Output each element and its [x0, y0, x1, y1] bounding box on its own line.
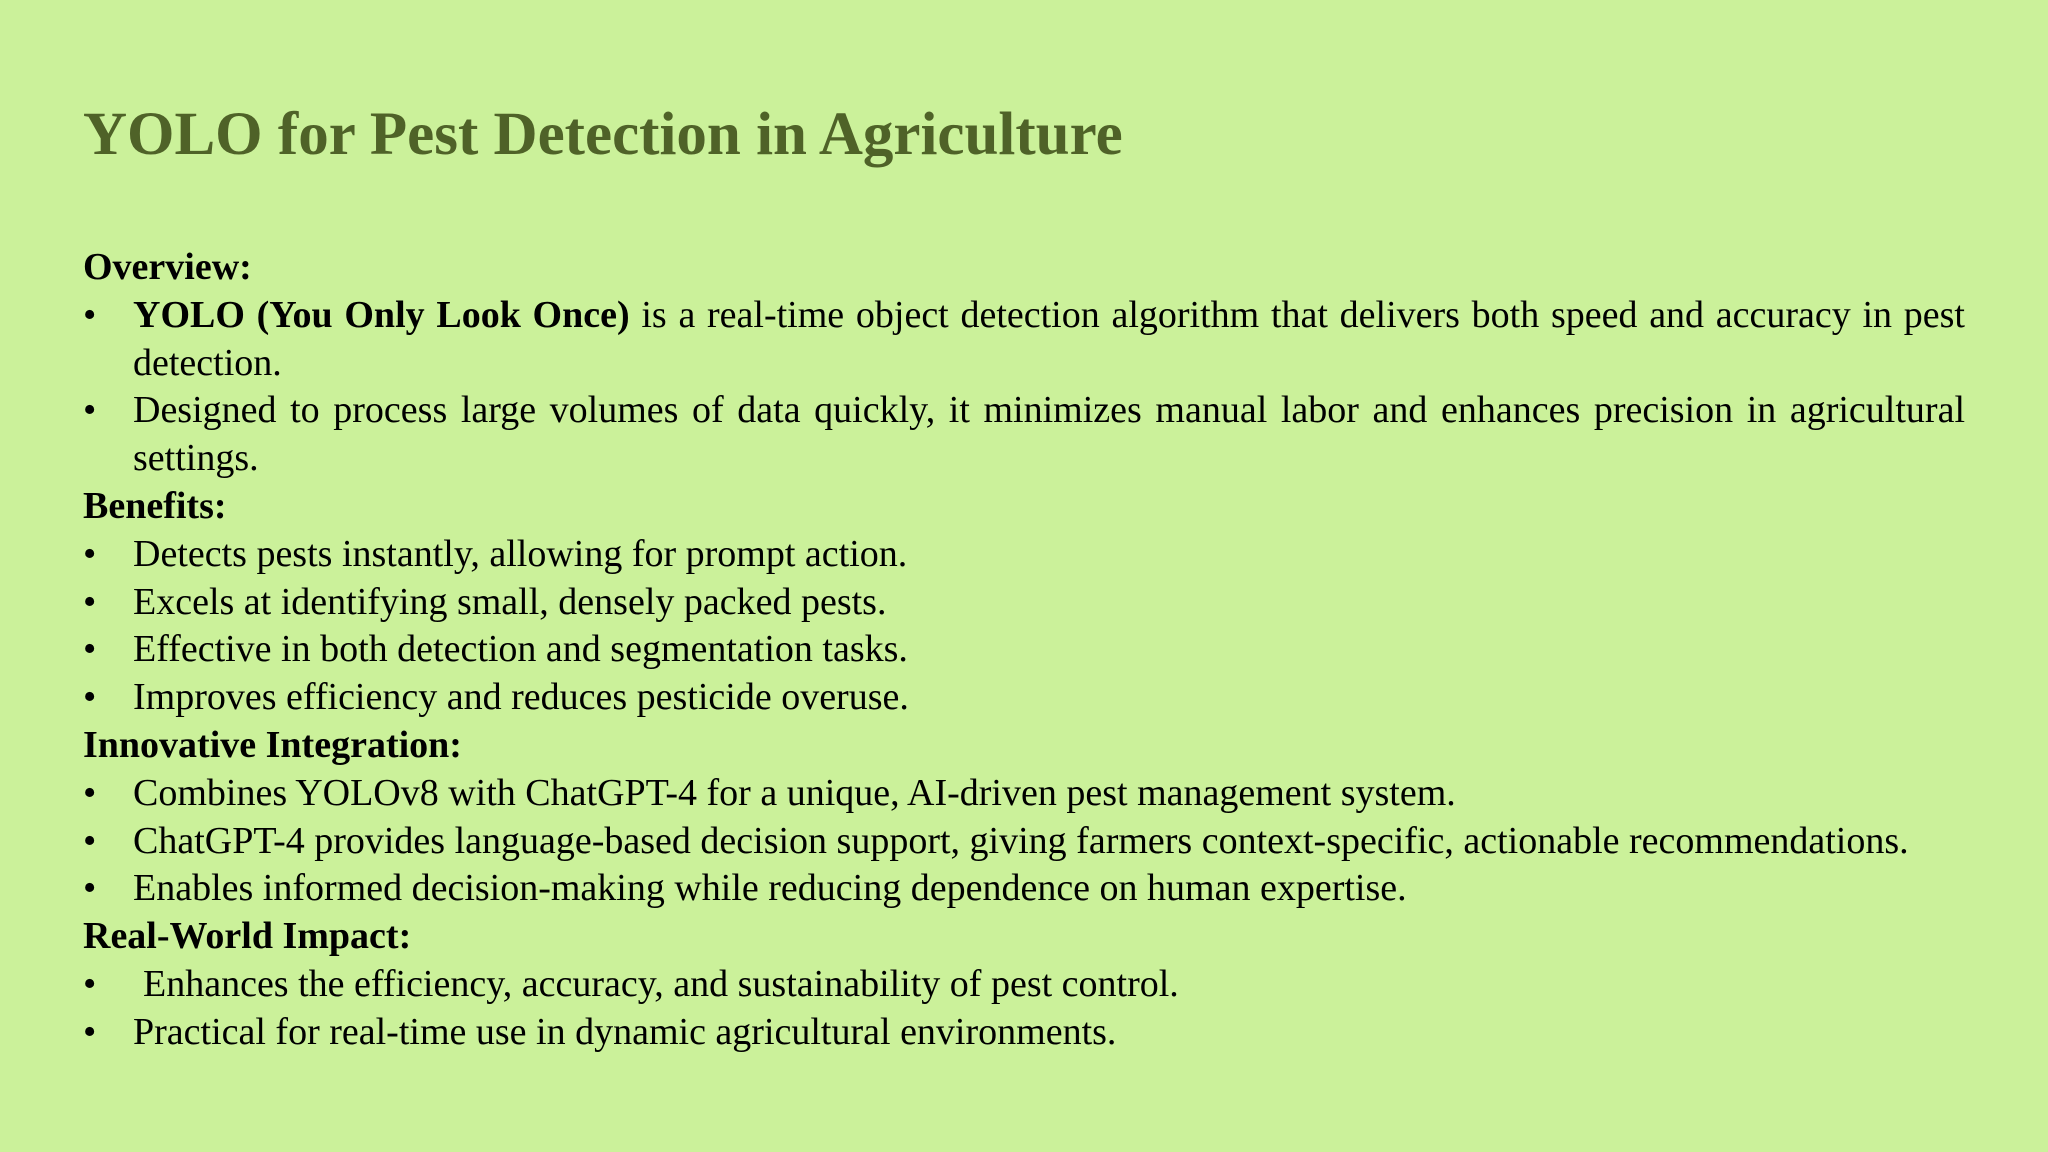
bullet-icon: •: [83, 580, 97, 623]
bullet-icon: •: [83, 389, 97, 432]
list-item: [83, 674, 1965, 722]
list-item-text: Detects pests instantly, allowing for prompt action.: [133, 532, 908, 575]
yolo-term: YOLO (You Only Look Once): [133, 293, 630, 336]
section-heading-overview: Overview:: [83, 246, 252, 288]
bullet-icon: •: [83, 293, 97, 336]
list-item-text: Effective in both detection and segmentation tasks.: [133, 628, 908, 671]
list-item: [83, 579, 1965, 627]
list-item: [83, 1009, 1965, 1057]
overview-list: [83, 292, 1965, 483]
bullet-icon: •: [83, 532, 97, 575]
slide-content: [83, 244, 1965, 1057]
impact-list: [83, 961, 1965, 1057]
bullet-icon: •: [83, 867, 97, 910]
section-heading-innovative-integration: Innovative Integration:: [83, 723, 462, 766]
bullet-icon: •: [83, 962, 97, 1005]
bullet-icon: •: [83, 1010, 97, 1053]
list-item: [83, 531, 1965, 579]
list-item-text: Enhances the efficiency, accuracy, and sustainability of pest control.: [143, 962, 1179, 1005]
list-item: [83, 626, 1965, 674]
list-item-text: Combines YOLOv8 with ChatGPT-4 for a unique, AI-driven pest management system.: [133, 771, 1456, 814]
section-heading-benefits: Benefits:: [83, 484, 227, 527]
list-item: [83, 770, 1965, 818]
list-item: [83, 961, 1965, 1009]
bullet-icon: •: [83, 771, 97, 814]
benefits-list: [83, 531, 1965, 722]
list-item-text: is a real-time object detection algorithm that delivers both speed and accuracy in pest detection.: [133, 293, 1965, 384]
list-item-text: ChatGPT-4 provides language-based decision support, giving farmers context-specific, actionable recommendations.: [133, 819, 1909, 862]
list-item-text: Enables informed decision-making while reducing dependence on human expertise.: [133, 867, 1407, 910]
section-heading-real-world-impact: Real-World Impact:: [83, 915, 412, 958]
integration-list: [83, 770, 1965, 913]
slide-title: YOLO for Pest Detection in Agriculture: [83, 101, 1123, 168]
list-item: [83, 818, 1965, 866]
list-item-text: Designed to process large volumes of data quickly, it minimizes manual labor and enhances precision in agricultural settings.: [133, 389, 1965, 480]
bullet-icon: •: [83, 819, 97, 862]
list-item-text: Improves efficiency and reduces pesticide overuse.: [133, 676, 909, 719]
bullet-icon: •: [83, 628, 97, 671]
list-item: [83, 865, 1965, 913]
bullet-icon: •: [83, 676, 97, 719]
list-item-text: Excels at identifying small, densely packed pests.: [133, 580, 887, 623]
list-item: [83, 292, 1965, 388]
list-item-text: Practical for real-time use in dynamic agricultural environments.: [133, 1010, 1117, 1053]
list-item: [83, 387, 1965, 483]
